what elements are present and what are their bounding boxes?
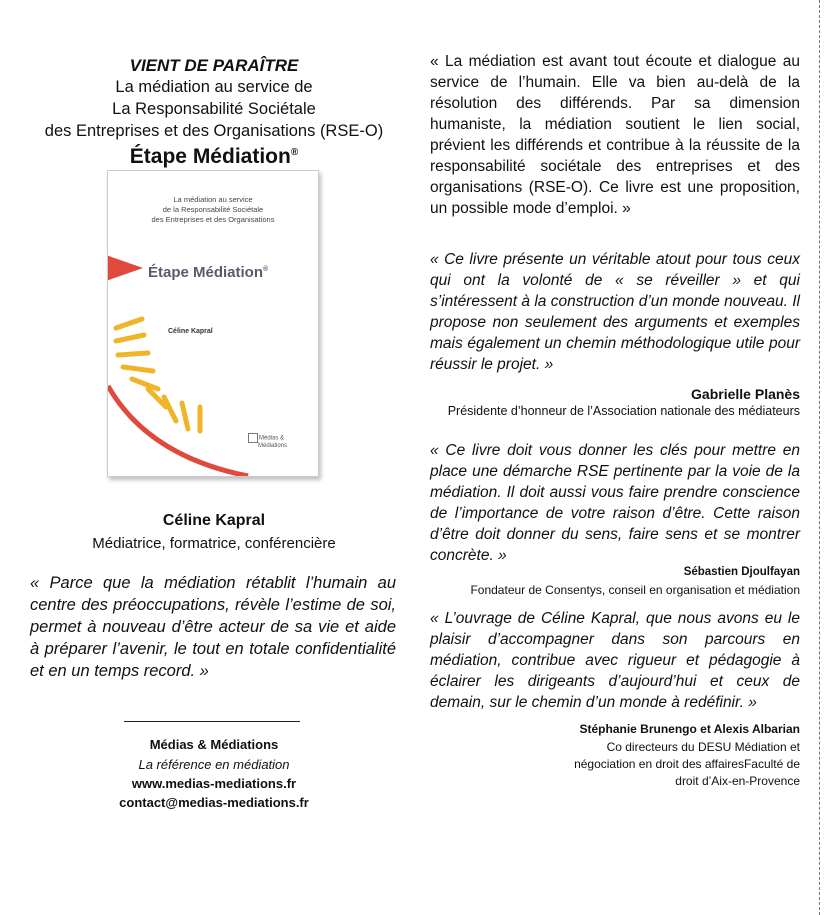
divider-line [124, 721, 300, 722]
testimonial-quote-1: « Ce livre présente un véritable atout pour tous ceux qui ont la volonté de « se réveiller » et qui s’intéressent à la construction d’un monde nouveau. Il propose non seulement des arguments et exemples mais également un chemin méthodologique utile pour réussir le projet. » [430, 251, 800, 373]
red-arc-shape [108, 386, 248, 476]
publisher-website-link[interactable]: www.medias-mediations.fr [131, 776, 297, 791]
cover-subtitle-line: des Entreprises et des Organisations [151, 215, 275, 224]
logo-line: Médiations [258, 443, 288, 449]
testimonial-role-3: Co directeurs du DESU Médiation et négociation en droit des affairesFaculté de droit d’Aix-en-Provence [574, 740, 800, 788]
book-subtitle [30, 76, 398, 142]
testimonial-author-2: Sébastien Djoulfayan [683, 566, 800, 578]
logo-square-icon [248, 433, 258, 443]
testimonial-author-1: Gabrielle Planès [691, 386, 800, 402]
cover-registered-mark: ® [263, 266, 269, 273]
publisher-logo [248, 433, 287, 450]
publisher-email-link[interactable]: contact@medias-mediations.fr [119, 795, 309, 810]
cover-title-text: Étape Médiation [148, 264, 264, 281]
cover-subtitle-line: de la Responsabilité Sociétale [162, 205, 264, 214]
publisher-tagline: La référence en médiation [138, 757, 290, 772]
author-name: Céline Kapral [162, 512, 266, 529]
tagline: VIENT DE PARAÎTRE [129, 56, 299, 75]
cover-author: Céline Kapral [168, 328, 213, 335]
cover-subtitle [108, 195, 318, 225]
author-quote: « Parce que la médiation rétablit l’humain au centre des préoccupations, révèle l’estime de soi, permet à nouveau d’être acteur de sa vie et aide à préparer l’avenir, le tout en totale confidentialité et en un temps record. » [30, 574, 396, 680]
logo-line: Médias & [259, 435, 285, 442]
book-cover-image [107, 170, 319, 477]
testimonial-role-2: Fondateur de Consentys, conseil en organisation et médiation [470, 583, 800, 597]
author-role: Médiatrice, formatrice, conférencière [92, 535, 336, 552]
testimonial-author-3: Stéphanie Brunengo et Alexis Albarian [579, 722, 800, 736]
quote-intro: « La médiation est avant tout écoute et dialogue au service de l’humain. Elle va bien au-delà de la résolution des différends. Par sa dimension humaniste, la médiation soutient le lien social, prévient les différends et contribue à la réussite de la responsabilité sociétale des entreprises et des organisations (RSE-O). Ce livre est une proposition, un possible mode d’emploi. » [430, 53, 800, 217]
testimonial-role-1: Présidente d’honneur de l’Association nationale des médiateurs [447, 404, 800, 418]
cover-title [148, 264, 268, 281]
dashed-border [819, 0, 820, 915]
subtitle-line: La médiation au service de [115, 78, 313, 96]
testimonial-quote-2: « Ce livre doit vous donner les clés pour mettre en place une démarche RSE pertinente par la voie de la médiation. Il doit aussi vous faire prendre conscience de l’importance de votre raison d’être. Cette raison d’être doit donner du sens, faire sens et se montrer concrète. » [430, 442, 800, 564]
publisher-name: Médias & Médiations [149, 737, 279, 752]
subtitle-line: des Entreprises et des Organisations (RSE-O) [44, 122, 384, 140]
testimonial-quote-3: « L’ouvrage de Céline Kapral, que nous avons eu le plaisir d’accompagner dans son parcours en médiation, contribue avec rigueur et pédagogie à éclairer les dirigeants d’aujourd’hui et ceux de demain, sur le chemin d’un monde à redéfinir. » [430, 610, 800, 711]
cover-subtitle-line: La médiation au service [173, 195, 253, 204]
subtitle-line: La Responsabilité Sociétale [112, 100, 316, 118]
book-title-text: Étape Médiation [129, 145, 291, 168]
registered-mark: ® [290, 147, 299, 158]
red-triangle-shape [108, 255, 143, 281]
book-title [30, 145, 398, 169]
